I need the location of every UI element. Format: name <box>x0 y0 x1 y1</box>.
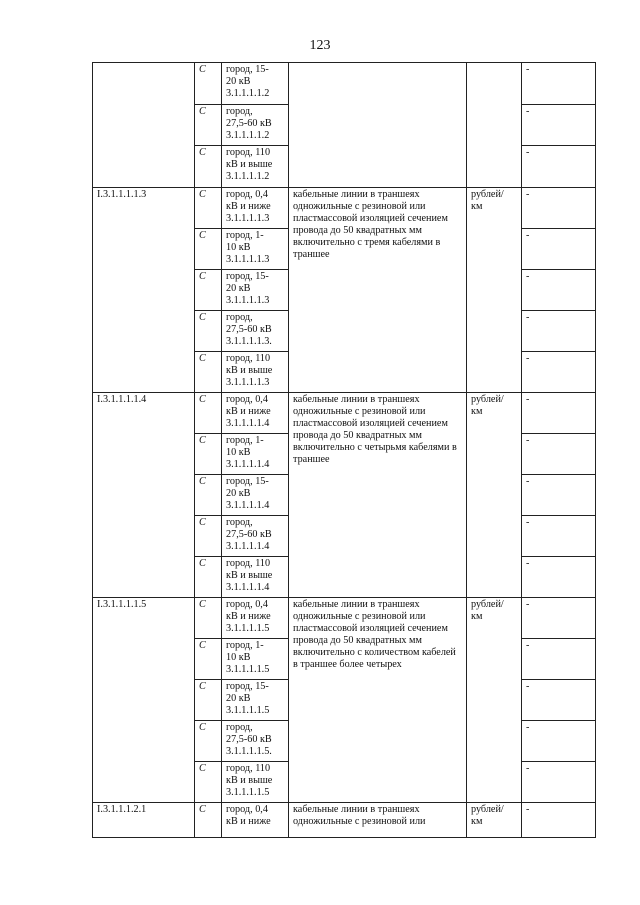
city-voltage-cell: город, 1- 10 кВ 3.1.1.1.1.4 <box>222 434 289 475</box>
category-letter: С <box>195 762 222 803</box>
city-voltage-cell: город, 110 кВ и выше 3.1.1.1.1.3 <box>222 352 289 393</box>
value-cell: - <box>522 516 596 557</box>
city-voltage-cell: город, 27,5-60 кВ 3.1.1.1.1.4 <box>222 516 289 557</box>
value-cell: - <box>522 146 596 188</box>
value-cell: - <box>522 475 596 516</box>
city-voltage-cell: город, 27,5-60 кВ 3.1.1.1.1.5. <box>222 721 289 762</box>
table-row <box>93 188 596 229</box>
value-cell: - <box>522 63 596 105</box>
city-voltage-cell: город, 15- 20 кВ 3.1.1.1.1.5 <box>222 680 289 721</box>
category-letter: С <box>195 434 222 475</box>
code-cell <box>93 63 195 188</box>
category-letter: С <box>195 229 222 270</box>
city-voltage-cell: город, 110 кВ и выше 3.1.1.1.1.5 <box>222 762 289 803</box>
value-cell: - <box>522 680 596 721</box>
category-letter: С <box>195 680 222 721</box>
city-voltage-cell: город, 1- 10 кВ 3.1.1.1.1.5 <box>222 639 289 680</box>
unit-cell <box>467 63 522 188</box>
category-letter: С <box>195 105 222 146</box>
unit-cell: рублей/ км <box>467 598 522 803</box>
city-voltage-cell: город, 0,4 кВ и ниже 3.1.1.1.1.4 <box>222 393 289 434</box>
city-voltage-cell: город, 27,5-60 кВ 3.1.1.1.1.3. <box>222 311 289 352</box>
category-letter: С <box>195 63 222 105</box>
city-voltage-cell: город, 1- 10 кВ 3.1.1.1.1.3 <box>222 229 289 270</box>
category-letter: С <box>195 270 222 311</box>
city-voltage-cell: город, 15- 20 кВ 3.1.1.1.1.4 <box>222 475 289 516</box>
city-voltage-cell: город, 0,4 кВ и ниже 3.1.1.1.1.5 <box>222 598 289 639</box>
value-cell: - <box>522 639 596 680</box>
value-cell: - <box>522 188 596 229</box>
category-letter: С <box>195 516 222 557</box>
description-cell: кабельные линии в траншеях одножильные с резиновой или пластмассовой изоляцией сечением провода до 50 квадратных мм включительно с тремя кабелями в траншее <box>289 188 467 393</box>
category-letter: С <box>195 475 222 516</box>
tariff-table <box>92 62 596 838</box>
table-row <box>93 63 596 105</box>
code-cell: I.3.1.1.1.1.4 <box>93 393 195 598</box>
value-cell: - <box>522 721 596 762</box>
code-cell: I.3.1.1.1.2.1 <box>93 803 195 838</box>
description-cell <box>289 63 467 188</box>
category-letter: С <box>195 352 222 393</box>
unit-cell: рублей/ км <box>467 393 522 598</box>
code-cell: I.3.1.1.1.1.5 <box>93 598 195 803</box>
value-cell: - <box>522 105 596 146</box>
value-cell: - <box>522 762 596 803</box>
category-letter: С <box>195 188 222 229</box>
value-cell: - <box>522 229 596 270</box>
category-letter: С <box>195 721 222 762</box>
city-voltage-cell: город, 110 кВ и выше 3.1.1.1.1.4 <box>222 557 289 598</box>
value-cell: - <box>522 393 596 434</box>
category-letter: С <box>195 146 222 188</box>
value-cell: - <box>522 270 596 311</box>
city-voltage-cell: город, 0,4 кВ и ниже <box>222 803 289 838</box>
category-letter: С <box>195 803 222 838</box>
city-voltage-cell: город, 27,5-60 кВ 3.1.1.1.1.2 <box>222 105 289 146</box>
category-letter: С <box>195 639 222 680</box>
tariff-table-body <box>93 63 596 838</box>
value-cell: - <box>522 803 596 838</box>
unit-cell: рублей/ км <box>467 188 522 393</box>
city-voltage-cell: город, 15- 20 кВ 3.1.1.1.1.3 <box>222 270 289 311</box>
value-cell: - <box>522 557 596 598</box>
category-letter: С <box>195 557 222 598</box>
unit-cell: рублей/ км <box>467 803 522 838</box>
table-row <box>93 803 596 838</box>
code-cell: I.3.1.1.1.1.3 <box>93 188 195 393</box>
table-row <box>93 598 596 639</box>
description-cell: кабельные линии в траншеях одножильные с резиновой или пластмассовой изоляцией сечением провода до 50 квадратных мм включительно с количеством кабелей в траншее более четырех <box>289 598 467 803</box>
value-cell: - <box>522 434 596 475</box>
city-voltage-cell: город, 110 кВ и выше 3.1.1.1.1.2 <box>222 146 289 188</box>
description-cell: кабельные линии в траншеях одножильные с резиновой или <box>289 803 467 838</box>
page-number: 123 <box>309 38 331 53</box>
value-cell: - <box>522 311 596 352</box>
city-voltage-cell: город, 0,4 кВ и ниже 3.1.1.1.1.3 <box>222 188 289 229</box>
table-row <box>93 393 596 434</box>
city-voltage-cell: город, 15- 20 кВ 3.1.1.1.1.2 <box>222 63 289 105</box>
description-cell: кабельные линии в траншеях одножильные с резиновой или пластмассовой изоляцией сечением провода до 50 квадратных мм включительно с четырьмя кабелями в траншее <box>289 393 467 598</box>
value-cell: - <box>522 598 596 639</box>
value-cell: - <box>522 352 596 393</box>
category-letter: С <box>195 311 222 352</box>
category-letter: С <box>195 598 222 639</box>
category-letter: С <box>195 393 222 434</box>
